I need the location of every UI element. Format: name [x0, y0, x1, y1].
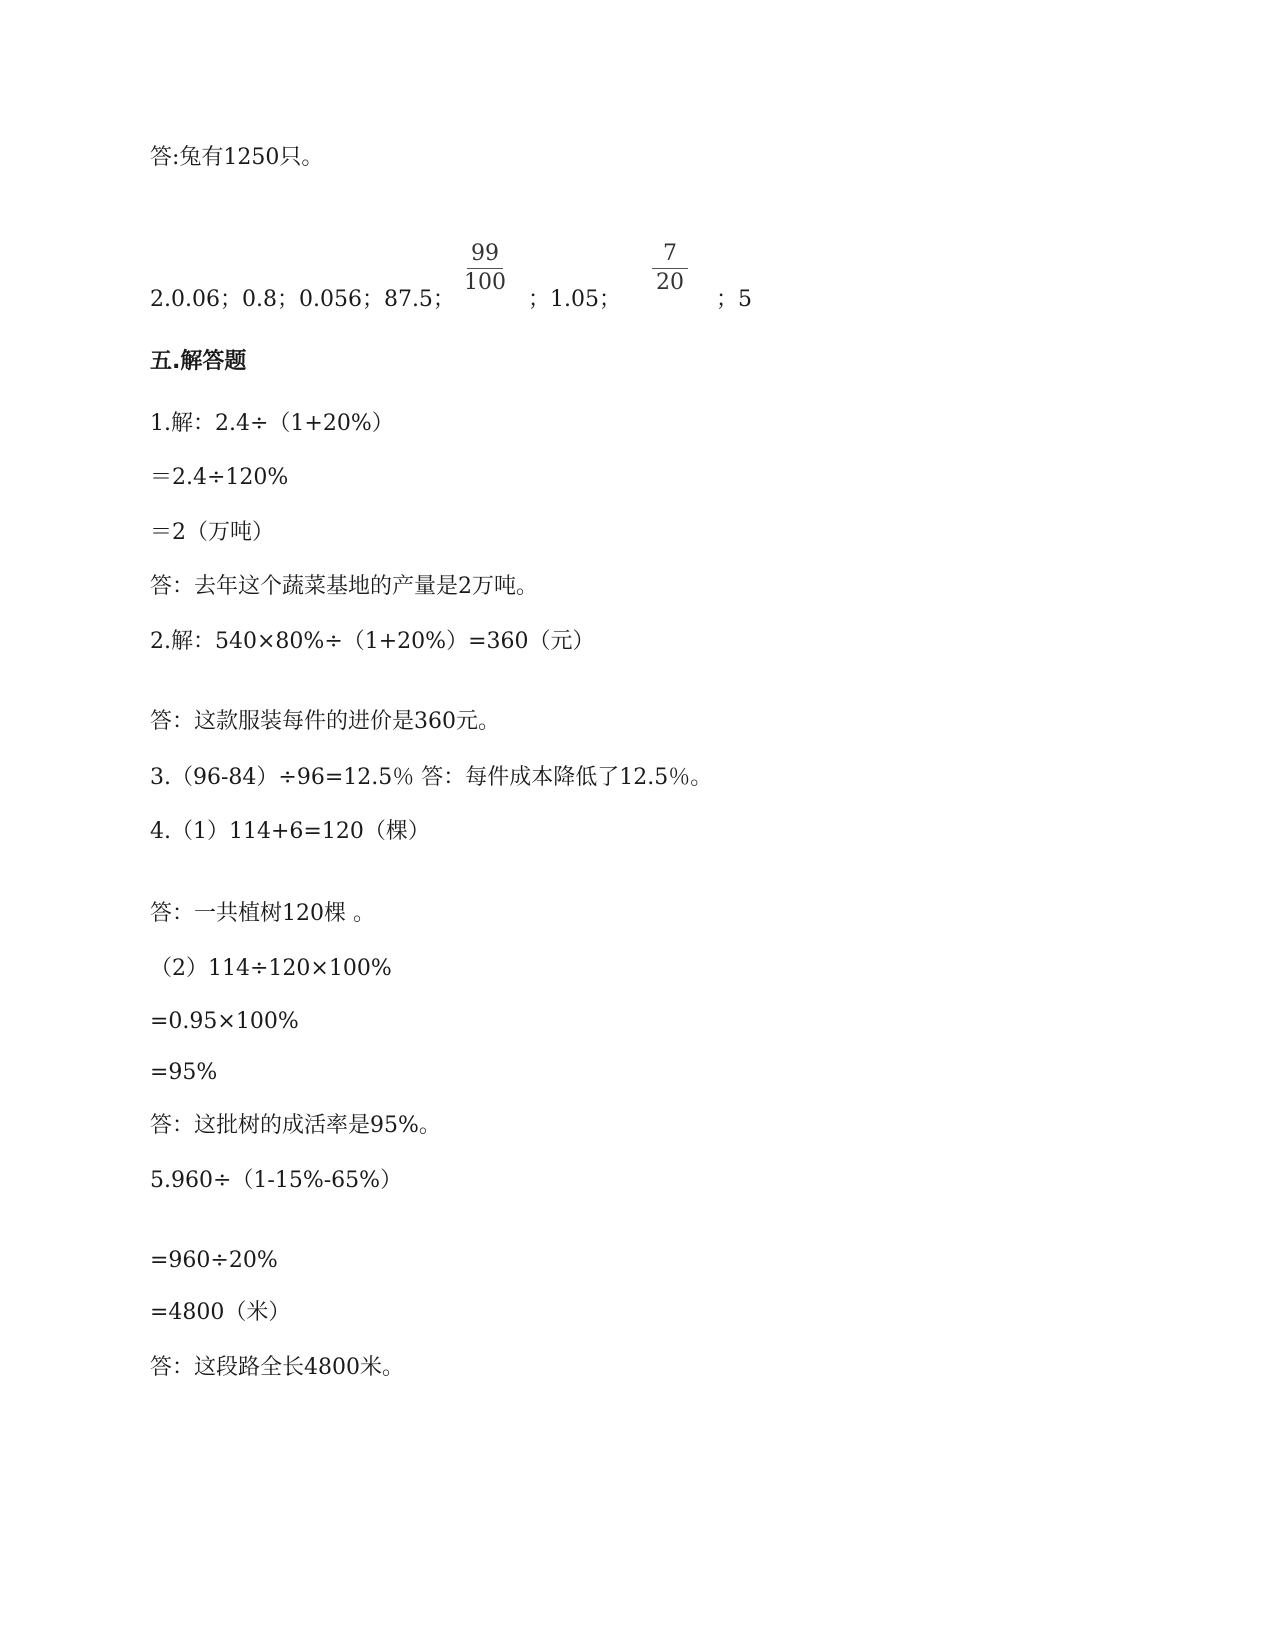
q4-line-3: =0.95×100% — [150, 1009, 299, 1034]
q1-line-1: 1.解：2.4÷（1+20%） — [150, 411, 394, 436]
q2-line-1: 2.解：540×80%÷（1+20%）=360（元） — [150, 629, 595, 654]
q4-line-4: =95% — [150, 1060, 218, 1085]
fraction-denominator: 100 — [464, 270, 506, 295]
q4-answer-2: 答：这批树的成活率是95%。 — [150, 1113, 441, 1138]
q5-line-2: =960÷20% — [150, 1248, 278, 1273]
answer-line-rabbits: 答:兔有1250只。 — [150, 145, 324, 170]
fraction-numerator: 7 — [663, 241, 677, 266]
q4-line-2: （2）114÷120×100% — [150, 956, 392, 981]
fraction-bar — [467, 268, 503, 269]
q1-line-2: ＝2.4÷120% — [150, 465, 289, 490]
fraction-7-20 — [640, 242, 700, 295]
fraction-bar — [652, 268, 688, 269]
answer-2-part-c: ；5 — [716, 287, 752, 312]
q5-line-3: =4800（米） — [150, 1300, 291, 1325]
q3-line-1: 3.（96-84）÷96=12.5％ 答：每件成本降低了12.5％。 — [150, 765, 713, 790]
answer-2-part-a: 2.0.06；0.8；0.056；87.5； — [150, 287, 455, 312]
answer-2-part-b: ；1.05； — [528, 287, 621, 312]
q4-answer-1: 答：一共植树120棵 。 — [150, 901, 375, 926]
fraction-99-100 — [455, 242, 515, 295]
q1-answer: 答：去年这个蔬菜基地的产量是2万吨。 — [150, 574, 538, 599]
fraction-numerator: 99 — [471, 241, 499, 266]
q1-line-3: ＝2（万吨） — [150, 520, 274, 545]
q5-answer: 答：这段路全长4800米。 — [150, 1355, 404, 1380]
q5-line-1: 5.960÷（1-15%-65%） — [150, 1168, 403, 1193]
fraction-denominator: 20 — [656, 270, 684, 295]
q4-line-1: 4.（1）114+6=120（棵） — [150, 819, 430, 844]
q2-answer: 答：这款服装每件的进价是360元。 — [150, 709, 500, 734]
section-heading: 五.解答题 — [150, 349, 247, 374]
